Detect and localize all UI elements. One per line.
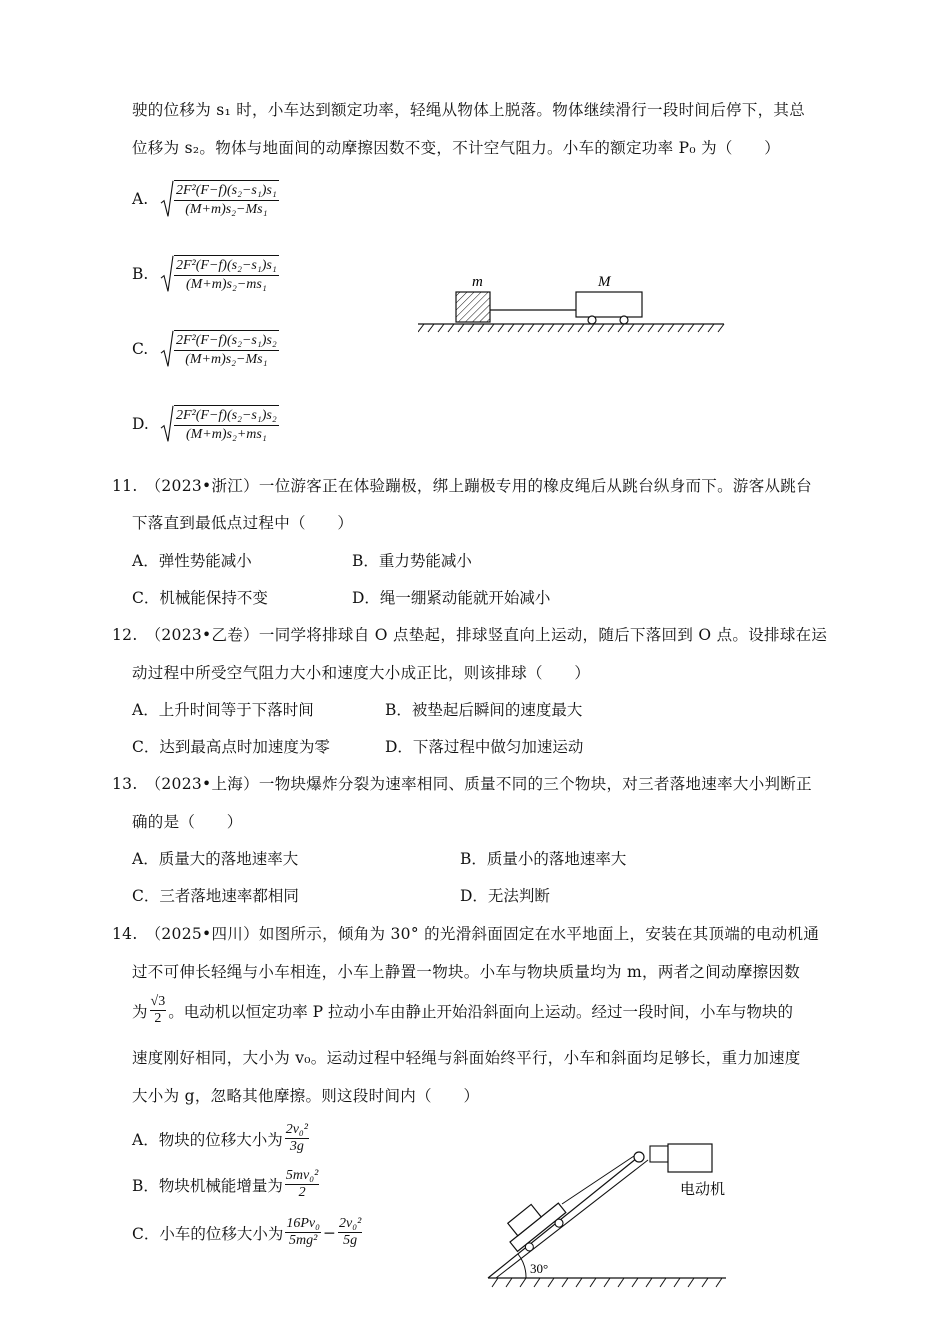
q10-b-numerator: 2F²(F−f)(s₂−s₁)s₁ bbox=[174, 258, 279, 276]
q14-option-b: B．物块机械能增量为 $\frac{\text{5mv₀²}}{2}$ bbox=[132, 1168, 319, 1200]
q12-option-c: C．达到最高点时加速度为零 bbox=[132, 738, 330, 756]
q14-stem-line1: 14. （2025•四川）如图所示，倾角为 30° 的光滑斜面固定在水平地面上，安装在其顶端的电动机通 bbox=[112, 925, 820, 943]
q12-stem-line1: 12. （2023•乙卷）一同学将排球自 O 点垫起，排球竖直向上运动，随后下落回到 O 点。设排球在运 bbox=[112, 626, 828, 644]
q10-option-c: C. $\frac{\text{2F²(F−f)(s₂−s₁)s₂}}{\text{(M+m)s₂−Ms₁}}$ bbox=[132, 330, 279, 368]
q10-a-numerator: 2F²(F−f)(s₂−s₁)s₁ bbox=[174, 183, 279, 201]
q14-stem-line4: 速度刚好相同，大小为 v₀。运动过程中轻绳与斜面始终平行，小车和斜面均足够长，重力加速度 bbox=[132, 1049, 801, 1067]
q13-stem-line2: 确的是（ ） bbox=[132, 813, 243, 831]
block-m bbox=[456, 292, 490, 322]
cart-wheel bbox=[620, 316, 628, 324]
q13-option-c: C．三者落地速率都相同 bbox=[132, 887, 299, 905]
cart-wheel bbox=[588, 316, 596, 324]
ground-hatch bbox=[418, 324, 724, 332]
q10-a-denominator: (M+m)s₂−Ms₁ bbox=[185, 202, 268, 217]
angle-label: 30° bbox=[530, 1261, 549, 1276]
ground-hatch bbox=[492, 1278, 722, 1287]
q12-option-d: D．下落过程中做匀加速运动 bbox=[385, 738, 584, 756]
q11-option-a: A．弹性势能减小 bbox=[132, 552, 252, 570]
q10-d-denominator: (M+m)s₂+ms₁ bbox=[185, 427, 267, 442]
q10-figure bbox=[418, 270, 728, 340]
q10-option-d: D. $\frac{\text{2F²(F−f)(s₂−s₁)s₂}}{\text{(M+m)s₂+ms₁}}$ bbox=[132, 405, 279, 443]
q13-option-a: A．质量大的落地速率大 bbox=[132, 850, 299, 868]
q12-stem-line2: 动过程中所受空气阻力大小和速度大小成正比，则该排球（ ） bbox=[132, 664, 591, 682]
rope bbox=[562, 1156, 634, 1204]
q13-stem-line1: 13. （2023•上海）一物块爆炸分裂为速率相同、质量不同的三个物块，对三者落地速率大小判断正 bbox=[112, 775, 812, 793]
q11-stem-line2: 下落直到最低点过程中（ ） bbox=[132, 514, 354, 532]
label-m: m bbox=[472, 274, 483, 290]
q12-option-b: B．被垫起后瞬间的速度最大 bbox=[385, 701, 583, 719]
q14-option-a: A．物块的位移大小为 $\frac{\text{2v₀²}}{3g}$ bbox=[132, 1122, 308, 1154]
motor bbox=[668, 1144, 712, 1172]
q12-option-a: A．上升时间等于下落时间 bbox=[132, 701, 314, 719]
q10-stem-line1: 驶的位移为 s₁ 时，小车达到额定功率，轻绳从物体上脱落。物体继续滑行一段时间后停下，其总 bbox=[132, 101, 806, 119]
mu-fraction: $\frac{√3}{2}$ bbox=[150, 994, 166, 1026]
pulley bbox=[634, 1152, 644, 1162]
q11-option-d: D．绳一绷紧动能就开始减小 bbox=[352, 589, 551, 607]
q10-c-denominator: (M+m)s₂−Ms₁ bbox=[185, 352, 268, 367]
q13-option-d: D．无法判断 bbox=[460, 887, 550, 905]
q10-option-a: A. $\frac{\text{2F²(F−f)(s₂−s₁)s₁}}{\text{(M+m)s₂−Ms₁}}$ bbox=[132, 180, 279, 218]
q13-option-b: B．质量小的落地速率大 bbox=[460, 850, 627, 868]
q10-d-numerator: 2F²(F−f)(s₂−s₁)s₂ bbox=[174, 408, 279, 426]
motor-coupling bbox=[650, 1146, 668, 1162]
motor-label: 电动机 bbox=[680, 1182, 726, 1198]
q14-option-c: C．小车的位移大小为 $\frac{\text{16Pv₀}}{\text{5mg²}}$ − $\frac{\text{2v₀²}}{5g}$ bbox=[132, 1216, 362, 1248]
q14-figure bbox=[482, 1140, 732, 1292]
q10-stem-line2: 位移为 s₂。物体与地面间的动摩擦因数不变，不计空气阻力。小车的额定功率 P₀ 为（ ） bbox=[132, 139, 781, 157]
q14-stem-line5: 大小为 g，忽略其他摩擦。则这段时间内（ ） bbox=[132, 1087, 480, 1105]
q11-option-c: C．机械能保持不变 bbox=[132, 589, 268, 607]
q10-option-b: B. $\frac{\text{2F²(F−f)(s₂−s₁)s₁}}{\text{(M+m)s₂−ms₁}}$ bbox=[132, 255, 279, 293]
q11-option-b: B．重力势能减小 bbox=[352, 552, 472, 570]
q14-stem-line3: 为 $\frac{√3}{2}$ 。电动机以恒定功率 P 拉动小车由静止开始沿斜面向上运动。经过一段时间，小车与物块的 bbox=[132, 994, 793, 1026]
q10-b-denominator: (M+m)s₂−ms₁ bbox=[185, 277, 267, 292]
label-M: M bbox=[598, 274, 611, 290]
cart-M bbox=[576, 292, 642, 317]
q10-c-numerator: 2F²(F−f)(s₂−s₁)s₂ bbox=[174, 333, 279, 351]
incline-surface bbox=[488, 1154, 642, 1278]
q11-stem-line1: 11. （2023•浙江）一位游客正在体验蹦极，绑上蹦极专用的橡皮绳后从跳台纵身而下。游客从跳台 bbox=[112, 477, 812, 495]
q14-stem-line2: 过不可伸长轻绳与小车相连，小车上静置一物块。小车与物块质量均为 m，两者之间动摩擦因数 bbox=[132, 963, 801, 981]
